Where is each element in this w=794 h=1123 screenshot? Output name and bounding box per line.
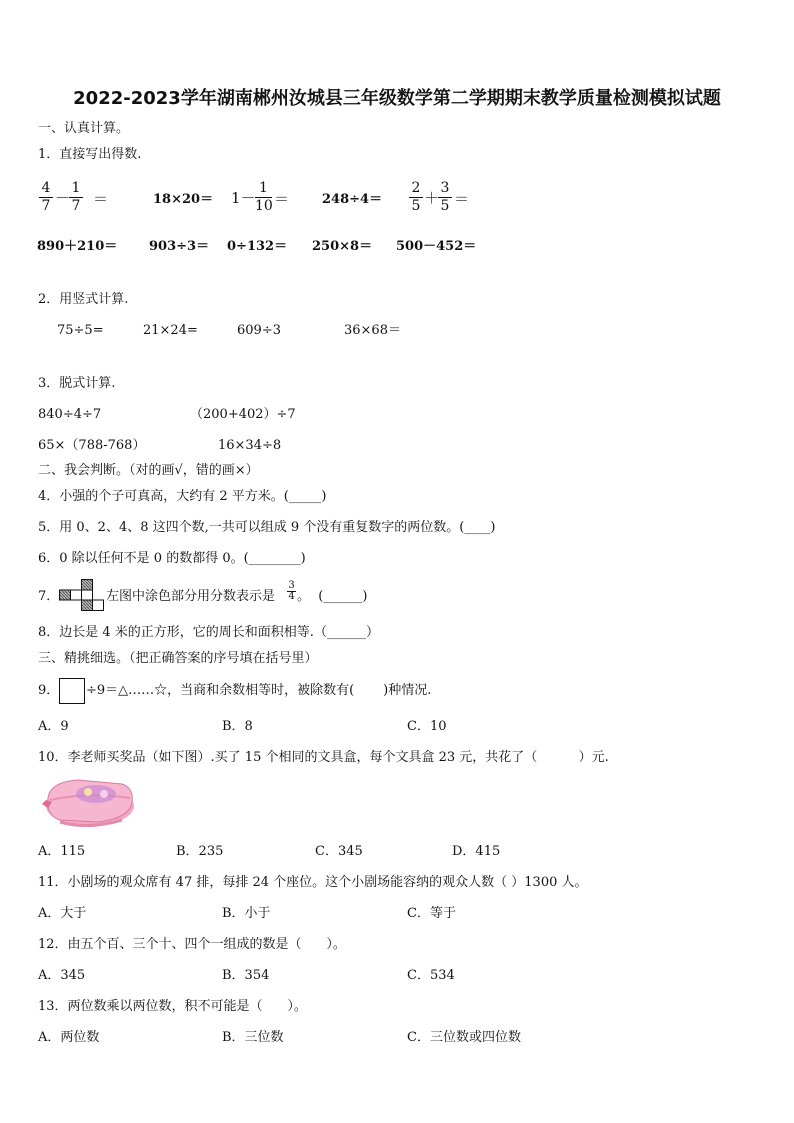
fraction-4-7: 4 7 [39, 181, 53, 214]
plus-sign: ＋ [424, 189, 440, 207]
q11-option-a: A．大于 [38, 906, 87, 921]
fraction-3-4: 3 4 [288, 580, 295, 602]
blank-square [59, 678, 85, 704]
fraction-3-5: 3 5 [438, 181, 452, 214]
q10-option-d: D．415 [452, 844, 501, 859]
q2-label: 2．用竖式计算. [38, 292, 129, 307]
q10-option-a: A．115 [38, 844, 86, 859]
equals-sign: ＝ [454, 190, 470, 208]
q2-item: 21×24= [143, 323, 198, 338]
q12-text: 12．由五个百、三个十、四个一组成的数是（ ）。 [38, 937, 346, 952]
q13-option-c: C．三位数或四位数 [407, 1030, 521, 1045]
q7-text: 左图中涂色部分用分数表示是 [106, 589, 276, 604]
fraction-1-10: 1 10 [255, 180, 273, 214]
q6: 6．0 除以任何不是 0 的数都得 0。(________) [38, 551, 306, 566]
q3-label: 3．脱式计算. [38, 376, 116, 391]
q12-option-b: B．354 [222, 968, 270, 983]
q10-option-b: B．235 [176, 844, 224, 859]
q12-option-c: C．534 [407, 968, 455, 983]
fraction-2-5: 2 5 [409, 181, 423, 214]
q3-item: （200+402）÷7 [190, 407, 296, 422]
equals-sign: ＝ [93, 190, 109, 208]
q2-item: 609÷3 [237, 323, 281, 338]
expr-248div4: 248÷4＝ [322, 192, 383, 207]
q7-number: 7． [38, 589, 60, 604]
equals-sign: ＝ [274, 190, 290, 208]
q3-item: 16×34÷8 [218, 438, 282, 453]
q1-label: 1．直接写出得数. [38, 147, 142, 162]
fraction-1-7: 1 7 [69, 181, 83, 214]
q7-tail: 。 (______) [297, 589, 368, 604]
q12-option-a: A．345 [38, 968, 86, 983]
pencil-case-image [38, 772, 136, 834]
expr-903div3: 903÷3＝ [149, 239, 210, 254]
q5: 5．用 0、2、4、8 这四个数,一共可以组成 9 个没有重复数字的两位数。(____) [38, 520, 496, 535]
expr-18x20: 18×20＝ [153, 192, 214, 207]
q11-option-b: B．小于 [222, 906, 271, 921]
expr-500minus452: 500－452＝ [396, 239, 477, 254]
q9-option-c: C．10 [407, 719, 447, 734]
expr-890plus210: 890＋210＝ [37, 239, 118, 254]
minus-sign: － [55, 189, 71, 207]
q8: 8．边长是 4 米的正方形，它的周长和面积相等.（______） [38, 625, 379, 640]
q3-item: 65×（788-768） [38, 438, 146, 453]
page-title: 2022-2023学年湖南郴州汝城县三年级数学第二学期期末教学质量检测模拟试题 [73, 88, 721, 109]
q13-option-a: A．两位数 [38, 1030, 100, 1045]
q2-item: 36×68＝ [344, 323, 401, 338]
q3-item: 840÷4÷7 [38, 407, 102, 422]
q2-item: 75÷5= [57, 323, 104, 338]
section-3-heading: 三、精挑细选。（把正确答案的序号填在括号里） [38, 651, 318, 666]
q13-option-b: B．三位数 [222, 1030, 284, 1045]
section-1-heading: 一、认真计算。 [38, 121, 130, 136]
q11-option-c: C．等于 [407, 906, 456, 921]
q13-text: 13．两位数乘以两位数，积不可能是（ ）。 [38, 999, 307, 1014]
expr-250x8: 250×8＝ [312, 239, 373, 254]
q10-option-c: C．345 [315, 844, 363, 859]
q10-text: 10．李老师买奖品（如下图）.买了 15 个相同的文具盒，每个文具盒 23 元，共花了（ ）元. [38, 750, 609, 765]
q11-text: 11．小剧场的观众席有 47 排，每排 24 个座位。这个小剧场能容纳的观众人数（ ）1300 人。 [38, 875, 588, 890]
expr-0div132: 0÷132＝ [227, 239, 288, 254]
q9-text: ÷9＝△……☆，当商和余数相等时，被除数有( )种情况. [86, 683, 432, 698]
q4: 4．小强的个子可真高，大约有 2 平方米。(_____) [38, 489, 327, 504]
section-2-heading: 二、我会判断。（对的画√，错的画×） [38, 463, 259, 478]
q9-option-b: B．8 [222, 719, 253, 734]
q9-number: 9． [38, 683, 60, 698]
one-minus: 1－ [231, 189, 256, 207]
shaded-grid-figure [59, 579, 107, 611]
q9-option-a: A．9 [38, 719, 69, 734]
